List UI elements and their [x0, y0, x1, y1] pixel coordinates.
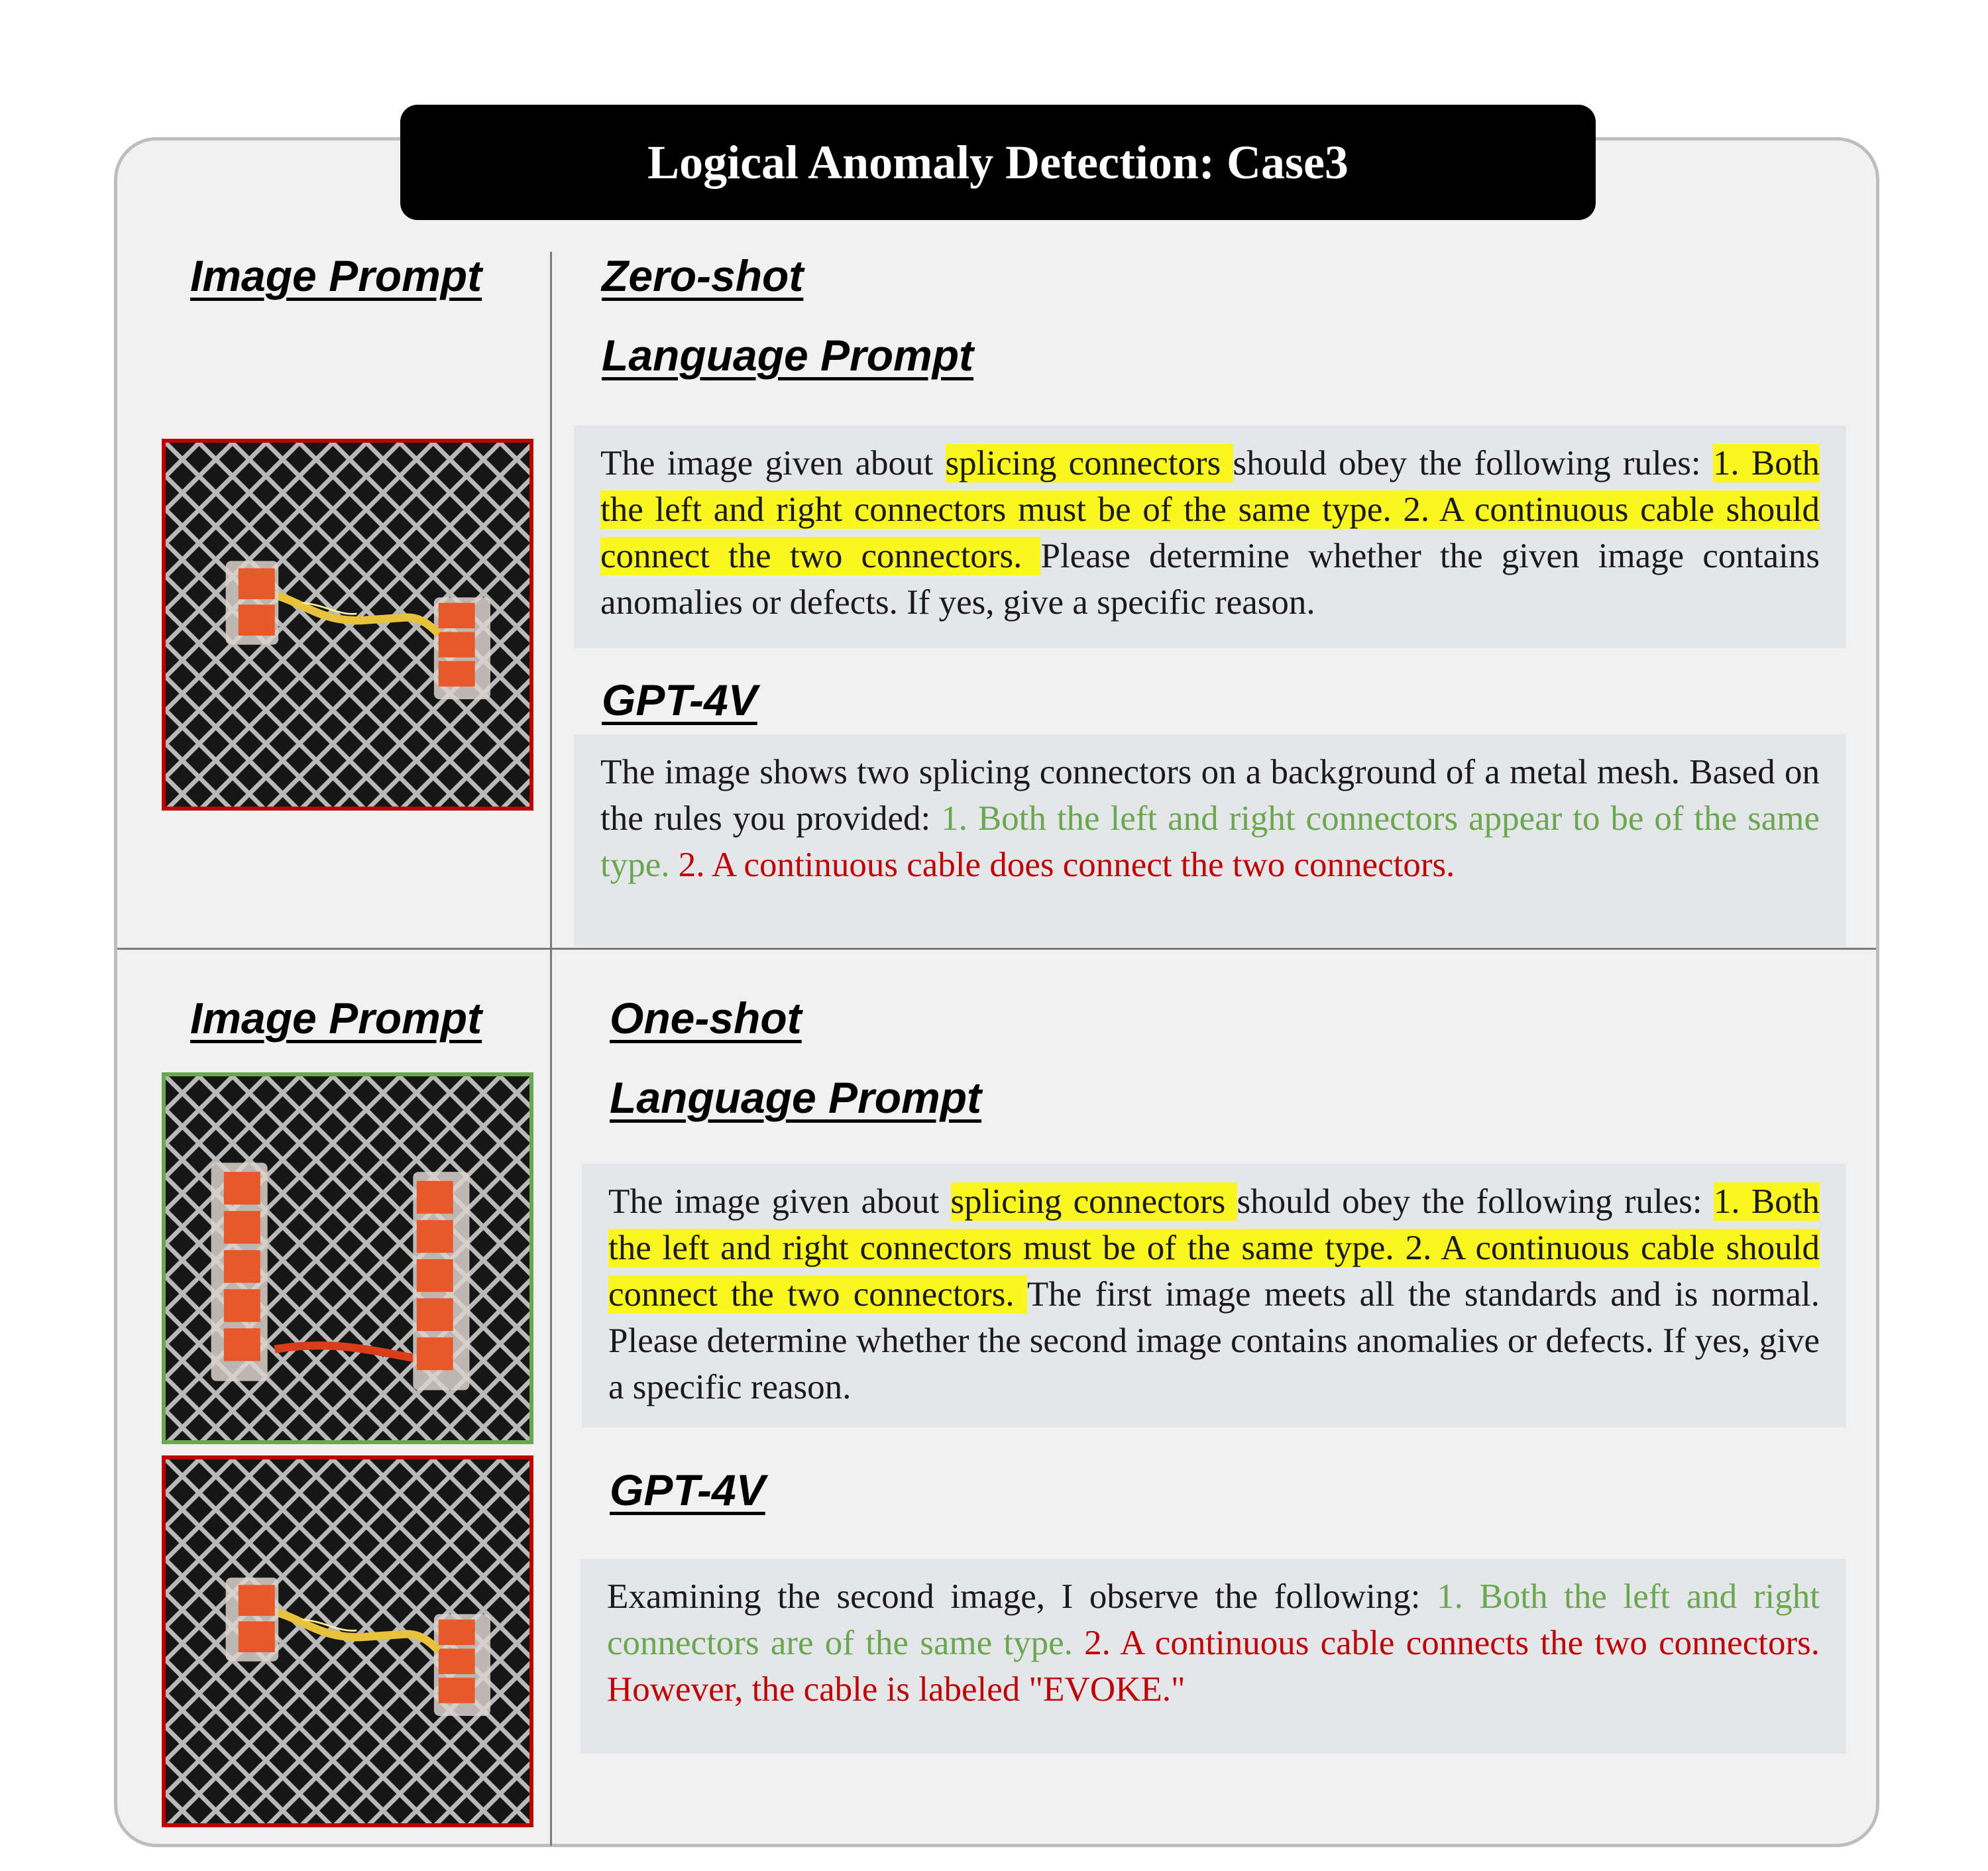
zero-shot-gpt4v-answer: [574, 734, 1846, 946]
zero-shot-language-prompt: [574, 425, 1846, 648]
image-prompt-heading: Image Prompt: [190, 251, 482, 300]
gpt4v-heading: GPT-4V: [602, 675, 757, 724]
section-divider: [117, 948, 1876, 950]
prompt-text: The first image meets all the standards and is normal. Please determine whether the second image contains anomalies or defects. If yes, give a specific reason.: [608, 1275, 1820, 1406]
splicing-connectors-photo: [166, 443, 529, 807]
one-shot-language-prompt: [582, 1164, 1846, 1428]
prompt-highlight-subject: splicing connectors: [950, 1182, 1237, 1221]
normal-reference-image: [162, 1072, 533, 1444]
column-divider-top: [550, 252, 552, 948]
splicing-connectors-photo: [166, 1459, 529, 1823]
anomaly-image-zero-shot: [162, 439, 533, 811]
prompt-text: The image given about: [600, 444, 946, 482]
language-prompt-heading: Language Prompt: [610, 1073, 982, 1122]
prompt-text: should obey the following rules:: [1233, 444, 1713, 482]
zero-shot-heading: Zero-shot: [602, 251, 804, 300]
anomaly-query-image: [162, 1455, 533, 1827]
answer-text: Examining the second image, I observe the following:: [607, 1577, 1437, 1616]
one-shot-heading: One-shot: [610, 993, 802, 1043]
answer-correct: 1. Both the left and right connectors appear to be of the same type.: [600, 799, 1820, 884]
column-divider-bottom: [550, 950, 552, 1846]
prompt-text: Please determine whether the given image contains anomalies or defects. If yes, give a specific reason.: [600, 537, 1820, 622]
language-prompt-heading: Language Prompt: [602, 331, 974, 380]
answer-text: The image shows two splicing connectors on a background of a metal mesh. Based on the rules you provided:: [600, 753, 1820, 838]
answer-incorrect: 2. A continuous cable does connect the two connectors.: [678, 846, 1455, 884]
answer-incorrect: 2. A continuous cable connects the two connectors. However, the cable is labeled "EVOKE.": [607, 1624, 1820, 1709]
answer-correct: 1. Both the left and right connectors are of the same type.: [607, 1577, 1820, 1662]
prompt-highlight-rules: 1. Both the left and right connectors must be of the same type. 2. A continuous cable should connect the two connectors.: [608, 1182, 1820, 1314]
case-title: Logical Anomaly Detection: Case3: [400, 105, 1596, 220]
prompt-highlight-rules: 1. Both the left and right connectors must be of the same type. 2. A continuous cable should connect the two connectors.: [600, 444, 1820, 575]
one-shot-gpt4v-answer: [580, 1559, 1846, 1754]
prompt-highlight-subject: splicing connectors: [945, 444, 1233, 482]
splicing-connectors-photo: [166, 1076, 529, 1440]
prompt-text: should obey the following rules:: [1237, 1182, 1714, 1221]
prompt-text: The image given about: [608, 1182, 951, 1221]
image-prompt-heading: Image Prompt: [190, 993, 482, 1043]
gpt4v-heading: GPT-4V: [610, 1465, 765, 1514]
